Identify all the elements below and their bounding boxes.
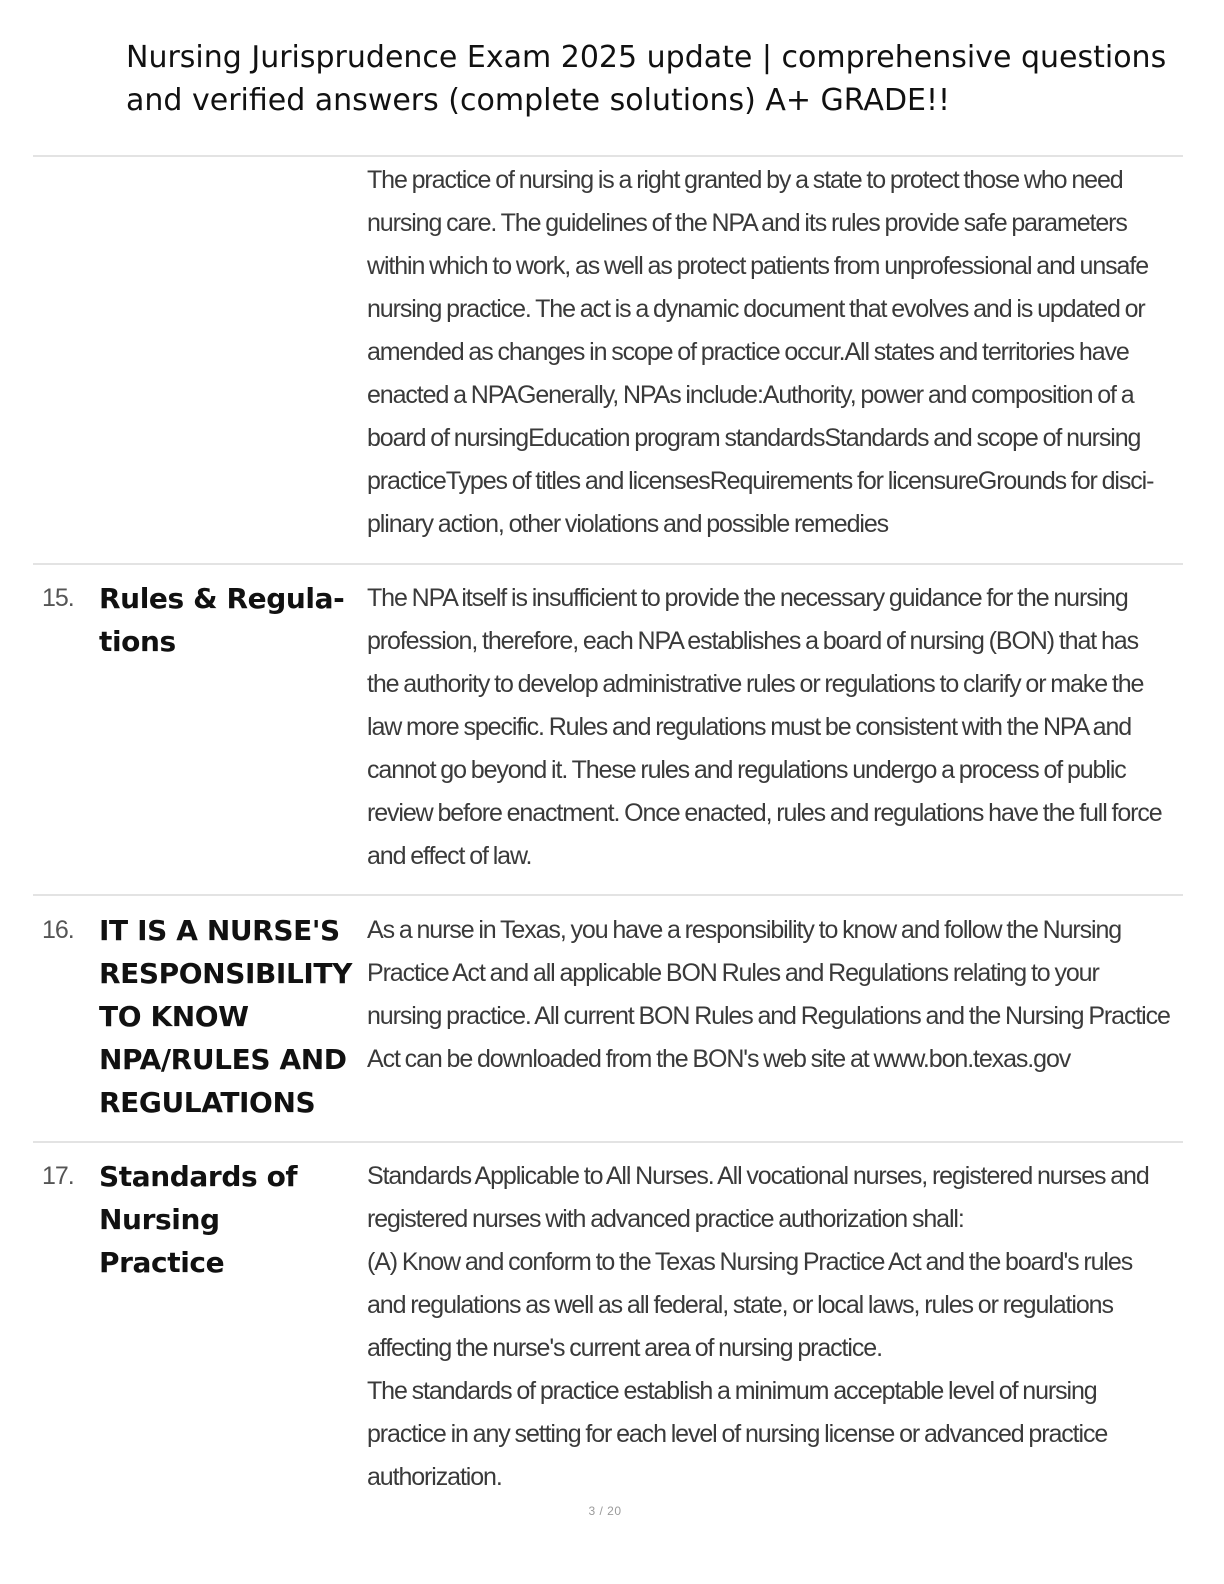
answer-text: [367, 909, 1172, 1081]
answer-text: [367, 577, 1172, 878]
answer-paragraph: The practice of nursing is a right granted by a state to protect those who need nursing care. The guidelines of the NPA and its rules provide safe parameters within which to work, as well as protect patients from unprofessional and unsafe nursing practice. The act is a dynamic document that evolves and is updated or amended as changes in scope of practice occur.All states and territories have enacted a NPAGenerally, NPAs include:Authority, power and composition of a board of nursingEducation program standardsStandards and scope of nursing practiceTypes of titles and licensesRequirements for licensureGrounds for disci-plinary action, other violations and possible remedies: [367, 166, 1154, 538]
answer-paragraph: Standards Applicable to All Nurses. All vocational nurses, registered nurses and registered nurses with advanced practice authorization shall:: [367, 1162, 1149, 1233]
answer-text: [367, 159, 1172, 546]
entry-term: Rules & Regula-tions: [99, 582, 345, 658]
entry-number: 15.: [42, 584, 74, 612]
answer-paragraph: (A) Know and conform to the Texas Nursing Practice Act and the board's rules and regulations as well as all federal, state, or local laws, rules or regulations affecting the nurse's current area of nursing practice.: [367, 1248, 1133, 1362]
entry-term: Standards of Nursing Practice: [99, 1160, 298, 1279]
divider: [33, 1141, 1183, 1143]
divider: [33, 563, 1183, 565]
entry-term: IT IS A NURSE'S RESPONSIBILITY TO KNOW NPA/RULES AND REGULATIONS: [99, 914, 352, 1119]
answer-paragraph: As a nurse in Texas, you have a responsibility to know and follow the Nursing Practice Act and all applicable BON Rules and Regulations relating to your nursing practice. All current BON Rules and Regulations and the Nursing Practice Act can be downloaded from the BON's web site at www.bon.texas.gov: [367, 916, 1170, 1073]
answer-paragraph: The NPA itself is insufficient to provide the necessary guidance for the nursing profession, therefore, each NPA establishes a board of nursing (BON) that has the authority to develop administrative rules or regulations to clarify or make the law more specific. Rules and regulations must be consistent with the NPA and cannot go beyond it. These rules and regulations undergo a process of public review before enactment. Once enacted, rules and regulations have the full force and effect of law.: [367, 584, 1162, 870]
entry-number: 16.: [42, 916, 74, 944]
answer-paragraph: The standards of practice establish a minimum acceptable level of nursing practice in any setting for each level of nursing license or advanced practice authorization.: [367, 1377, 1108, 1491]
divider: [33, 894, 1183, 896]
page-indicator: 3 / 20: [588, 1504, 622, 1518]
answer-text: [367, 1155, 1172, 1499]
divider: [33, 155, 1183, 157]
entry-number: 17.: [42, 1162, 74, 1190]
document-title: Nursing Jurisprudence Exam 2025 update | comprehensive questions and verified answers (complete solutions) A+ GRADE!!: [126, 40, 1167, 118]
